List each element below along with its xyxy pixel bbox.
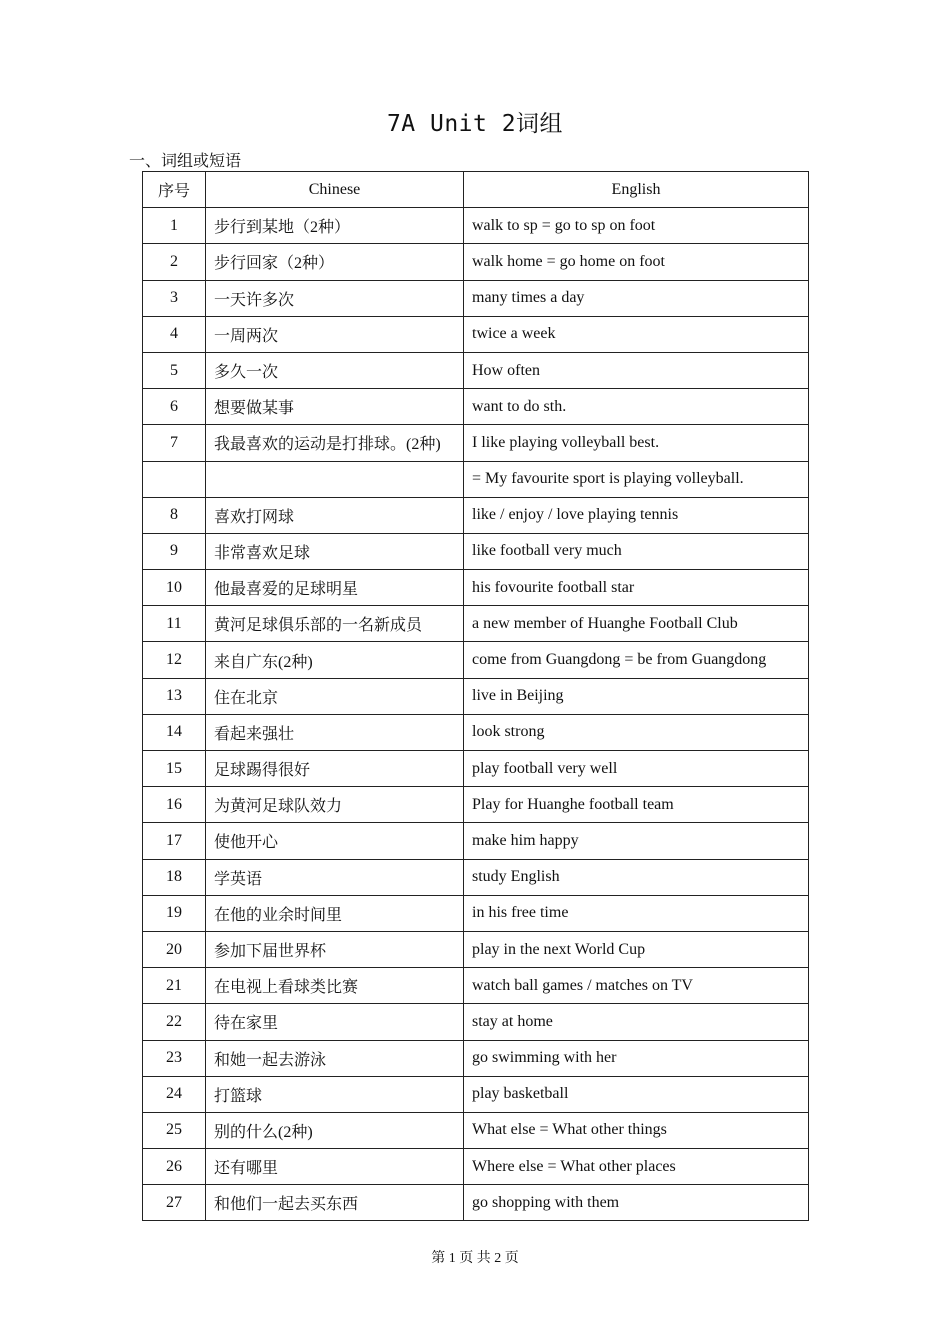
english-cell: like / enjoy / love playing tennis (464, 497, 809, 533)
row-number-cell: 21 (143, 968, 206, 1004)
row-number-cell: 2 (143, 244, 206, 280)
table-row (143, 678, 809, 714)
chinese-cell: 和他们一起去买东西 (206, 1185, 464, 1221)
row-number-cell: 6 (143, 389, 206, 425)
header-number: 序号 (143, 172, 206, 208)
english-cell: Play for Huanghe football team (464, 787, 809, 823)
row-number-cell: 5 (143, 352, 206, 388)
english-cell: like football very much (464, 533, 809, 569)
english-cell: I like playing volleyball best. (464, 425, 809, 461)
chinese-cell: 还有哪里 (206, 1149, 464, 1185)
row-number-cell: 10 (143, 570, 206, 606)
table-row (143, 497, 809, 533)
english-cell: = My favourite sport is playing volleyball. (464, 461, 809, 497)
row-number-cell: 9 (143, 533, 206, 569)
header-english: English (464, 172, 809, 208)
chinese-cell: 住在北京 (206, 678, 464, 714)
row-number-cell: 11 (143, 606, 206, 642)
table-row (143, 1149, 809, 1185)
table-row (143, 244, 809, 280)
chinese-cell: 步行到某地（2种） (206, 208, 464, 244)
chinese-cell: 参加下届世界杯 (206, 931, 464, 967)
chinese-cell: 看起来强壮 (206, 714, 464, 750)
english-cell: Where else = What other places (464, 1149, 809, 1185)
chinese-cell: 黄河足球俱乐部的一名新成员 (206, 606, 464, 642)
table-row (143, 533, 809, 569)
english-cell: live in Beijing (464, 678, 809, 714)
table-row (143, 316, 809, 352)
chinese-cell: 一天许多次 (206, 280, 464, 316)
english-cell: stay at home (464, 1004, 809, 1040)
row-number-cell: 22 (143, 1004, 206, 1040)
table-row (143, 895, 809, 931)
english-cell: walk home = go home on foot (464, 244, 809, 280)
chinese-cell: 为黄河足球队效力 (206, 787, 464, 823)
chinese-cell: 一周两次 (206, 316, 464, 352)
row-number-cell (143, 461, 206, 497)
chinese-cell: 足球踢得很好 (206, 751, 464, 787)
row-number-cell: 16 (143, 787, 206, 823)
row-number-cell: 17 (143, 823, 206, 859)
chinese-cell: 他最喜爱的足球明星 (206, 570, 464, 606)
table-row (143, 280, 809, 316)
english-cell: study English (464, 859, 809, 895)
chinese-cell: 步行回家（2种） (206, 244, 464, 280)
table-row (143, 823, 809, 859)
english-cell: want to do sth. (464, 389, 809, 425)
chinese-cell: 学英语 (206, 859, 464, 895)
table-row (143, 425, 809, 461)
table-row (143, 714, 809, 750)
row-number-cell: 3 (143, 280, 206, 316)
table-row (143, 968, 809, 1004)
english-cell: go swimming with her (464, 1040, 809, 1076)
chinese-cell: 我最喜欢的运动是打排球。(2种) (206, 425, 464, 461)
chinese-cell (206, 461, 464, 497)
row-number-cell: 18 (143, 859, 206, 895)
row-number-cell: 14 (143, 714, 206, 750)
chinese-cell: 多久一次 (206, 352, 464, 388)
english-cell: go shopping with them (464, 1185, 809, 1221)
table-header-row (143, 172, 809, 208)
english-cell: watch ball games / matches on TV (464, 968, 809, 1004)
row-number-cell: 26 (143, 1149, 206, 1185)
table-row (143, 1112, 809, 1148)
chinese-cell: 打篮球 (206, 1076, 464, 1112)
table-row (143, 352, 809, 388)
row-number-cell: 8 (143, 497, 206, 533)
section-heading: 一、词组或短语 (129, 153, 242, 170)
english-cell: a new member of Huanghe Football Club (464, 606, 809, 642)
english-cell: twice a week (464, 316, 809, 352)
chinese-cell: 和她一起去游泳 (206, 1040, 464, 1076)
row-number-cell: 27 (143, 1185, 206, 1221)
english-cell: walk to sp = go to sp on foot (464, 208, 809, 244)
chinese-cell: 在电视上看球类比赛 (206, 968, 464, 1004)
chinese-cell: 喜欢打网球 (206, 497, 464, 533)
chinese-cell: 在他的业余时间里 (206, 895, 464, 931)
english-cell: his fovourite football star (464, 570, 809, 606)
table-row (143, 931, 809, 967)
table-row (143, 1040, 809, 1076)
chinese-cell: 非常喜欢足球 (206, 533, 464, 569)
english-cell: How often (464, 352, 809, 388)
table-row (143, 1185, 809, 1221)
table-row (143, 787, 809, 823)
english-cell: look strong (464, 714, 809, 750)
english-cell: play basketball (464, 1076, 809, 1112)
english-cell: in his free time (464, 895, 809, 931)
vocabulary-table (142, 171, 809, 1221)
english-cell: What else = What other things (464, 1112, 809, 1148)
table-row (143, 751, 809, 787)
table-row (143, 859, 809, 895)
table-row (143, 1076, 809, 1112)
table-row (143, 461, 809, 497)
row-number-cell: 15 (143, 751, 206, 787)
row-number-cell: 24 (143, 1076, 206, 1112)
table-row (143, 208, 809, 244)
chinese-cell: 想要做某事 (206, 389, 464, 425)
row-number-cell: 13 (143, 678, 206, 714)
english-cell: play football very well (464, 751, 809, 787)
chinese-cell: 来自广东(2种) (206, 642, 464, 678)
row-number-cell: 12 (143, 642, 206, 678)
table-row (143, 642, 809, 678)
row-number-cell: 7 (143, 425, 206, 461)
row-number-cell: 19 (143, 895, 206, 931)
row-number-cell: 1 (143, 208, 206, 244)
row-number-cell: 4 (143, 316, 206, 352)
chinese-cell: 使他开心 (206, 823, 464, 859)
document-title: 7A Unit 2词组 (386, 111, 564, 137)
row-number-cell: 20 (143, 931, 206, 967)
table-row (143, 1004, 809, 1040)
chinese-cell: 待在家里 (206, 1004, 464, 1040)
english-cell: many times a day (464, 280, 809, 316)
chinese-cell: 别的什么(2种) (206, 1112, 464, 1148)
table-row (143, 606, 809, 642)
table-row (143, 570, 809, 606)
header-chinese: Chinese (206, 172, 464, 208)
page-footer: 第 1 页 共 2 页 (431, 1251, 519, 1266)
english-cell: come from Guangdong = be from Guangdong (464, 642, 809, 678)
english-cell: play in the next World Cup (464, 931, 809, 967)
table-row (143, 389, 809, 425)
row-number-cell: 25 (143, 1112, 206, 1148)
row-number-cell: 23 (143, 1040, 206, 1076)
english-cell: make him happy (464, 823, 809, 859)
